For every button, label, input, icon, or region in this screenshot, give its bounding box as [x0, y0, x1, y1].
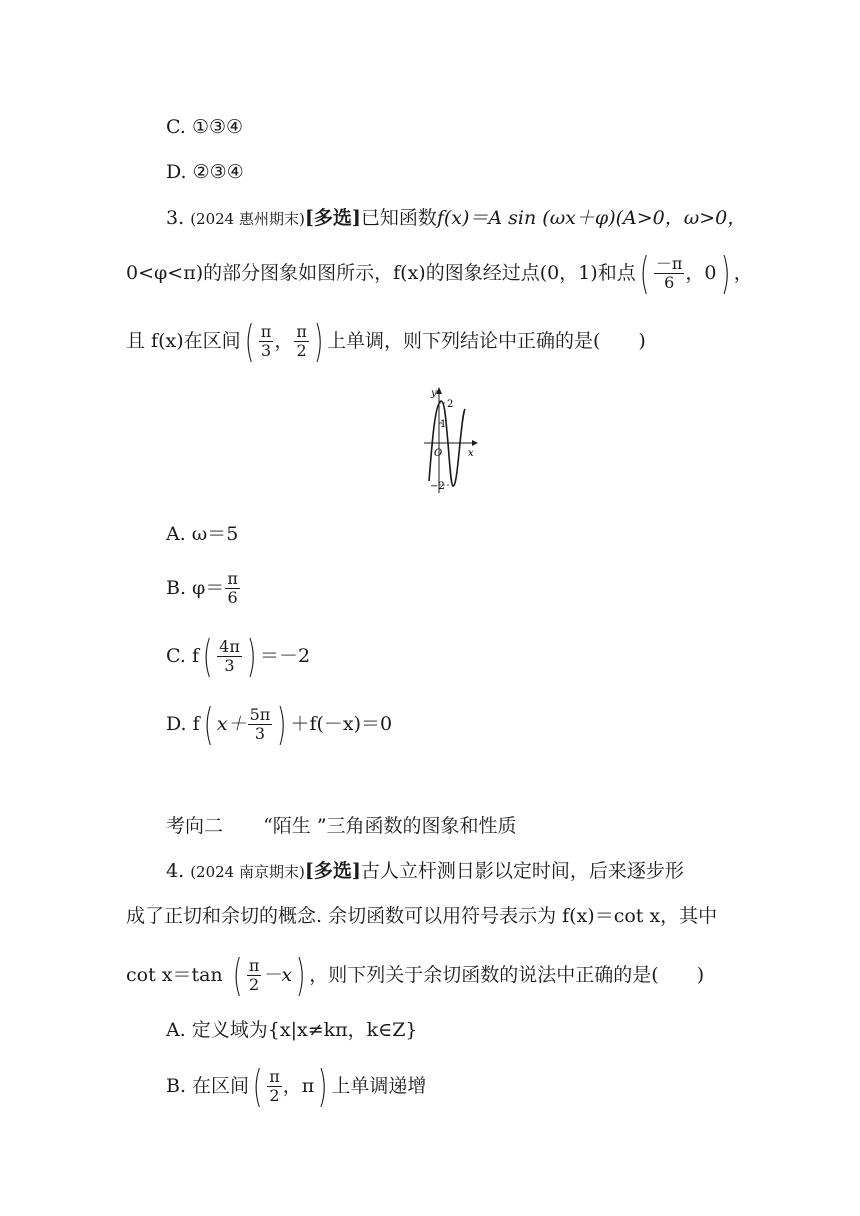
section-label: 考向二: [166, 815, 224, 837]
q4-option-b: B. 在区间( $\frac{\pi}{2}$ ，π) 上单调递增: [166, 1061, 427, 1112]
q3-stem: 已知函数: [360, 207, 437, 229]
y-axis-arrow: [436, 387, 442, 394]
q4-line3: cot x＝tan ( $\frac{\pi}{2}$ －x) ，则下列关于余切函数的说法中正确的是( ): [126, 950, 705, 1001]
q4-line1-text: 古人立杆测日影以定时间，后来逐步形: [360, 860, 684, 882]
q3-opt-d-frac: $\frac{5\pi}{3}$: [249, 704, 271, 744]
q3-option-d: D. f( x＋ $\frac{5\pi}{3}$ ) ＋f(－x)＝0: [166, 699, 393, 750]
left-paren: (: [252, 1061, 263, 1112]
q3-line2-text: 0<φ<π)的部分图象如图所示，f(x)的图象经过点(0，1)和点: [126, 261, 636, 284]
q3-int-a: $\frac{\pi}{3}$: [260, 321, 272, 361]
x-axis-arrow: [472, 440, 478, 446]
right-paren: ): [313, 316, 324, 367]
sine-curve: [429, 401, 465, 486]
right-paren: ): [277, 699, 287, 750]
graph-tick-2: 2: [447, 399, 454, 410]
q3-line3: 且 f(x)在区间( $\frac{\pi}{3}$ ， $\frac{\pi}{2}$ ) 上单调，则下列结论中正确的是( ): [126, 316, 646, 367]
left-paren: (: [244, 316, 254, 367]
left-paren: (: [639, 248, 650, 299]
q3-point-frac: $\frac{-\pi}{6}$: [655, 253, 683, 293]
q3-source: (2024 惠州期末): [190, 210, 305, 228]
q4-option-a: A. 定义域为{x|x≠kπ，k∈Z}: [166, 1019, 418, 1041]
q4-frac: $\frac{\pi}{2}$: [248, 955, 260, 995]
q3-tag: [多选]: [304, 207, 361, 229]
q3-opt-c-frac: $\frac{4\pi}{3}$: [219, 636, 240, 676]
q3-number: 3.: [166, 207, 185, 229]
q3-line3-tail: 上单调，则下列结论中正确的是( ): [327, 329, 646, 352]
section-heading: [166, 817, 517, 836]
q3-option-b: B. φ＝ $\frac{\pi}{6}$: [166, 569, 238, 608]
q3-function: f(x)＝A sin (ωx＋φ)(A>0，ω>0，: [436, 207, 747, 229]
q4-tag: [多选]: [304, 860, 361, 882]
sine-graph: [418, 383, 484, 497]
q4-source: (2024 南京期末): [190, 863, 305, 881]
graph-x-label: x: [468, 448, 474, 459]
q4-line1: [166, 862, 684, 881]
option-c-prev: C. ①③④: [166, 116, 244, 138]
graph-tick-1: 1: [440, 419, 447, 430]
q3-line1: [166, 209, 746, 228]
q3-line3-text: 且 f(x)在区间: [126, 329, 241, 352]
q3-option-a: A. ω＝5: [166, 523, 239, 545]
q3-int-b: $\frac{\pi}{2}$: [296, 321, 307, 361]
left-paren: (: [202, 631, 213, 682]
right-paren: ): [246, 631, 257, 682]
option-d-prev: D. ②③④: [166, 161, 244, 183]
right-paren: ): [318, 1061, 328, 1112]
q3-line2: 0<φ<π)的部分图象如图所示，f(x)的图象经过点(0，1)和点( $\frac{-\pi}{6}$ ，0) ，: [126, 248, 753, 299]
right-paren: ): [720, 248, 730, 299]
section-title: “陌生 ”三角函数的图象和性质: [263, 815, 517, 837]
q3-point-tail: ，0: [685, 261, 717, 284]
graph-tick-m2: −2: [430, 481, 445, 492]
q4-number: 4.: [166, 860, 185, 882]
q4-line2: 成了正切和余切的概念. 余切函数可以用符号表示为 f(x)＝cot x，其中: [126, 905, 718, 927]
right-paren: ): [295, 950, 306, 1001]
q3-opt-b-frac: $\frac{\pi}{6}$: [227, 569, 238, 608]
left-paren: (: [203, 699, 213, 750]
q4-opt-b-frac: $\frac{\pi}{2}$: [269, 1066, 280, 1106]
q3-option-c: C. f( $\frac{4\pi}{3}$ ) ＝－2: [166, 631, 311, 682]
graph-y-label: y: [431, 388, 437, 399]
left-paren: (: [232, 950, 243, 1001]
graph-origin: O: [434, 448, 443, 459]
